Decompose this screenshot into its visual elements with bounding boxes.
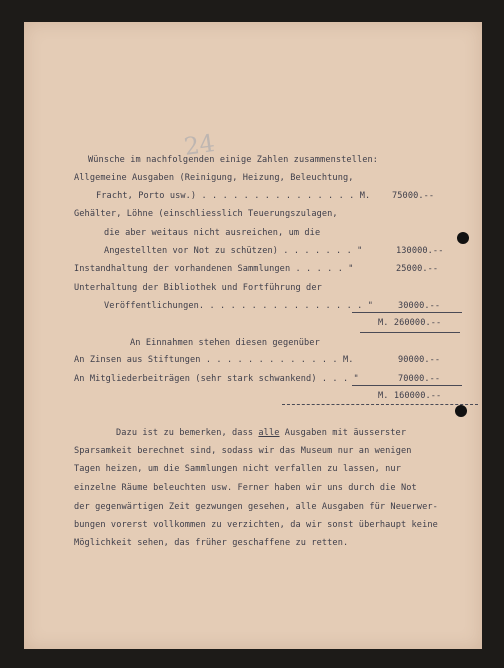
total-income: M. 160000.-- <box>378 391 442 401</box>
total-income-rule <box>282 404 478 405</box>
income-1-amount: 90000.-- <box>398 355 441 365</box>
intro-line: Wünsche im nachfolgenden einige Zahlen zusammenstellen: <box>88 155 379 165</box>
total-expenses: M. 260000.-- <box>378 318 442 328</box>
expense-1-cont: Fracht, Porto usw.) . . . . . . . . . . . . . . . M. <box>96 191 371 201</box>
total-rule <box>360 332 460 333</box>
expense-4-label: Unterhaltung der Bibliothek und Fortführung der <box>74 283 322 293</box>
closing-line-6: bungen vorerst vollkommen zu verzichten, da wir sonst überhaupt keine <box>74 520 438 530</box>
expense-1-label: Allgemeine Ausgaben (Reinigung, Heizung, Beleuchtung, <box>74 173 354 183</box>
closing-line-1: Dazu ist zu bemerken, dass alle Ausgaben mit äusserster <box>116 428 407 438</box>
closing-line-4: einzelne Räume beleuchten usw. Ferner haben wir uns durch die Not <box>74 483 417 493</box>
closing-line-7: Möglichkeit sehen, das früher geschaffene zu retten. <box>74 538 349 548</box>
expense-3-label: Instandhaltung der vorhandenen Sammlungen . . . . . " <box>74 264 354 274</box>
subtotal-rule <box>352 312 462 313</box>
closing-line-2: Sparsamkeit berechnet sind, sodass wir das Museum nur an wenigen <box>74 446 412 456</box>
expense-1-amount: 75000.-- <box>392 191 435 201</box>
income-heading: An Einnahmen stehen diesen gegenüber <box>130 338 320 348</box>
income-2-label: An Mitgliederbeiträgen (sehr stark schwankend) . . . " <box>74 374 359 384</box>
emphasis-alle: alle <box>258 428 280 438</box>
punch-hole-bottom <box>455 405 467 417</box>
closing-line-5: der gegenwärtigen Zeit gezwungen gesehen, alle Ausgaben für Neuerwer- <box>74 502 438 512</box>
income-1-label: An Zinsen aus Stiftungen . . . . . . . . . . . . . M. <box>74 355 354 365</box>
expense-2-cont: die aber weitaus nicht ausreichen, um die <box>104 228 321 238</box>
expense-2-amount: 130000.-- <box>396 246 444 256</box>
closing-line-3: Tagen heizen, um die Sammlungen nicht verfallen zu lassen, nur <box>74 464 401 474</box>
pencil-mark: 24 <box>182 128 217 161</box>
income-2-amount: 70000.-- <box>398 374 441 384</box>
expense-2-label: Gehälter, Löhne (einschliesslich Teuerungszulagen, <box>74 209 338 219</box>
punch-hole-top <box>457 232 469 244</box>
expense-3-amount: 25000.-- <box>396 264 439 274</box>
income-subtotal-rule <box>352 385 462 386</box>
expense-4-cont: Veröffentlichungen. . . . . . . . . . . . . . . . " <box>104 301 373 311</box>
expense-4-amount: 30000.-- <box>398 301 441 311</box>
document-page <box>24 22 482 649</box>
expense-2-cont2: Angestellten vor Not zu schützen) . . . . . . . " <box>104 246 363 256</box>
